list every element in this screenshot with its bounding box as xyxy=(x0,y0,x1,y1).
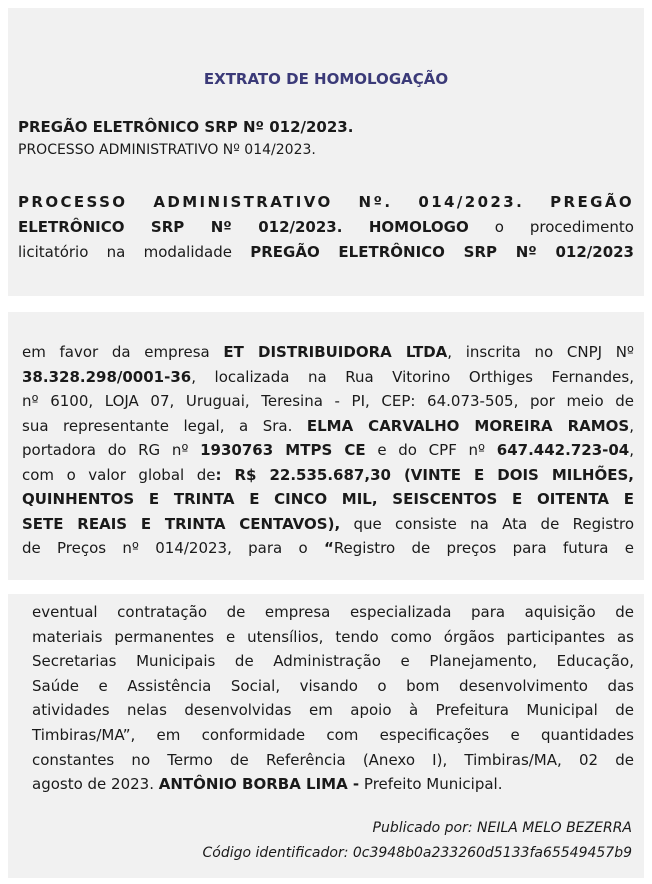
intro-line xyxy=(18,240,634,265)
body-line xyxy=(22,414,634,439)
body-line: nº 6100, LOJA 07, Uruguai, Teresina - PI, CEP: 64.073-505, por meio de xyxy=(22,392,634,410)
body-text: portadora do RG nº xyxy=(22,441,201,459)
company-paragraph xyxy=(22,340,634,561)
body-text: , xyxy=(629,441,635,459)
cnpj-number: 38.328.298/0001-36 xyxy=(22,367,192,386)
body-line: eventual contratação de empresa especializada para aquisição de xyxy=(32,603,634,621)
body-text: , xyxy=(629,416,634,435)
body-line xyxy=(22,438,634,463)
body-text: em favor da empresa xyxy=(22,343,224,361)
body-text: com o valor global de xyxy=(22,465,216,484)
object-paragraph xyxy=(32,600,634,797)
body-line: Secretarias Municipais de Administração e Planejamento, Educação, xyxy=(32,652,634,671)
body-line xyxy=(22,512,634,537)
homologation-header-panel xyxy=(8,8,644,296)
global-value: : R$ 22.535.687,30 (VINTE E DOIS MILHÕES, xyxy=(215,465,634,484)
body-line: Saúde e Assistência Social, visando o bom desenvolvimento das xyxy=(32,676,634,695)
intro-text: o procedimento xyxy=(468,218,634,236)
intro-line xyxy=(18,215,634,240)
object-description-panel xyxy=(8,594,644,878)
body-text: que consiste na Ata de Registro xyxy=(340,514,634,533)
document-title: EXTRATO DE HOMOLOGAÇÃO xyxy=(203,70,449,88)
body-line: Timbiras/MA”, em conformidade com especificações e quantidades xyxy=(32,725,634,744)
published-by: Publicado por: NEILA MELO BEZERRA xyxy=(372,820,632,836)
intro-text: licitatório na modalidade xyxy=(18,243,251,261)
body-text: agosto de 2023. xyxy=(32,775,159,794)
representative-name: ELMA CARVALHO MOREIRA RAMOS xyxy=(306,416,630,435)
body-text: , localizada na Rua Vitorino Orthiges Fernandes, xyxy=(191,367,634,386)
rg-number: 1930763 MTPS CE xyxy=(200,441,366,459)
identifier-code: Código identificador: 0c3948b0a233260d5133fa65549457b9 xyxy=(202,845,632,861)
body-line: QUINHENTOS E TRINTA E CINCO MIL, SEISCENTOS E OITENTA E xyxy=(22,490,634,508)
cpf-number: 647.442.723-04 xyxy=(496,441,630,459)
body-text: Registro de preços para futura e xyxy=(333,539,634,557)
modalidade-text: PREGÃO ELETRÔNICO SRP Nº 012/2023 xyxy=(250,243,634,261)
intro-paragraph xyxy=(18,190,634,265)
body-text: sua representante legal, a Sra. xyxy=(22,416,307,435)
body-line xyxy=(22,340,634,365)
open-quote: “ xyxy=(323,539,334,557)
company-details-panel xyxy=(8,312,644,580)
intro-line: PROCESSO ADMINISTRATIVO Nº. 014/2023. PREGÃO xyxy=(18,193,634,211)
body-text: , inscrita no CNPJ Nº xyxy=(447,343,634,361)
global-value-words: SETE REAIS E TRINTA CENTAVOS), xyxy=(22,514,341,533)
company-name: ET DISTRIBUIDORA LTDA xyxy=(223,343,448,361)
body-line: materiais permanentes e utensílios, tendo como órgãos participantes as xyxy=(32,627,634,646)
body-line xyxy=(22,536,634,561)
pregao-heading: PREGÃO ELETRÔNICO SRP Nº 012/2023. xyxy=(18,118,354,136)
body-line xyxy=(32,772,634,797)
body-text: e do CPF nº xyxy=(365,441,497,459)
body-text: Prefeito Municipal. xyxy=(359,775,503,794)
mayor-name: ANTÔNIO BORBA LIMA - xyxy=(158,775,360,794)
homologo-text: ELETRÔNICO SRP Nº 012/2023. HOMOLOGO xyxy=(18,218,469,236)
body-line: constantes no Termo de Referência (Anexo I), Timbiras/MA, 02 de xyxy=(32,750,634,769)
body-text: de Preços nº 014/2023, para o xyxy=(22,539,324,557)
body-line: atividades nelas desenvolvidas em apoio à Prefeitura Municipal de xyxy=(32,701,634,720)
body-line xyxy=(22,365,634,390)
processo-heading: PROCESSO ADMINISTRATIVO Nº 014/2023. xyxy=(18,142,316,158)
body-line xyxy=(22,463,634,488)
